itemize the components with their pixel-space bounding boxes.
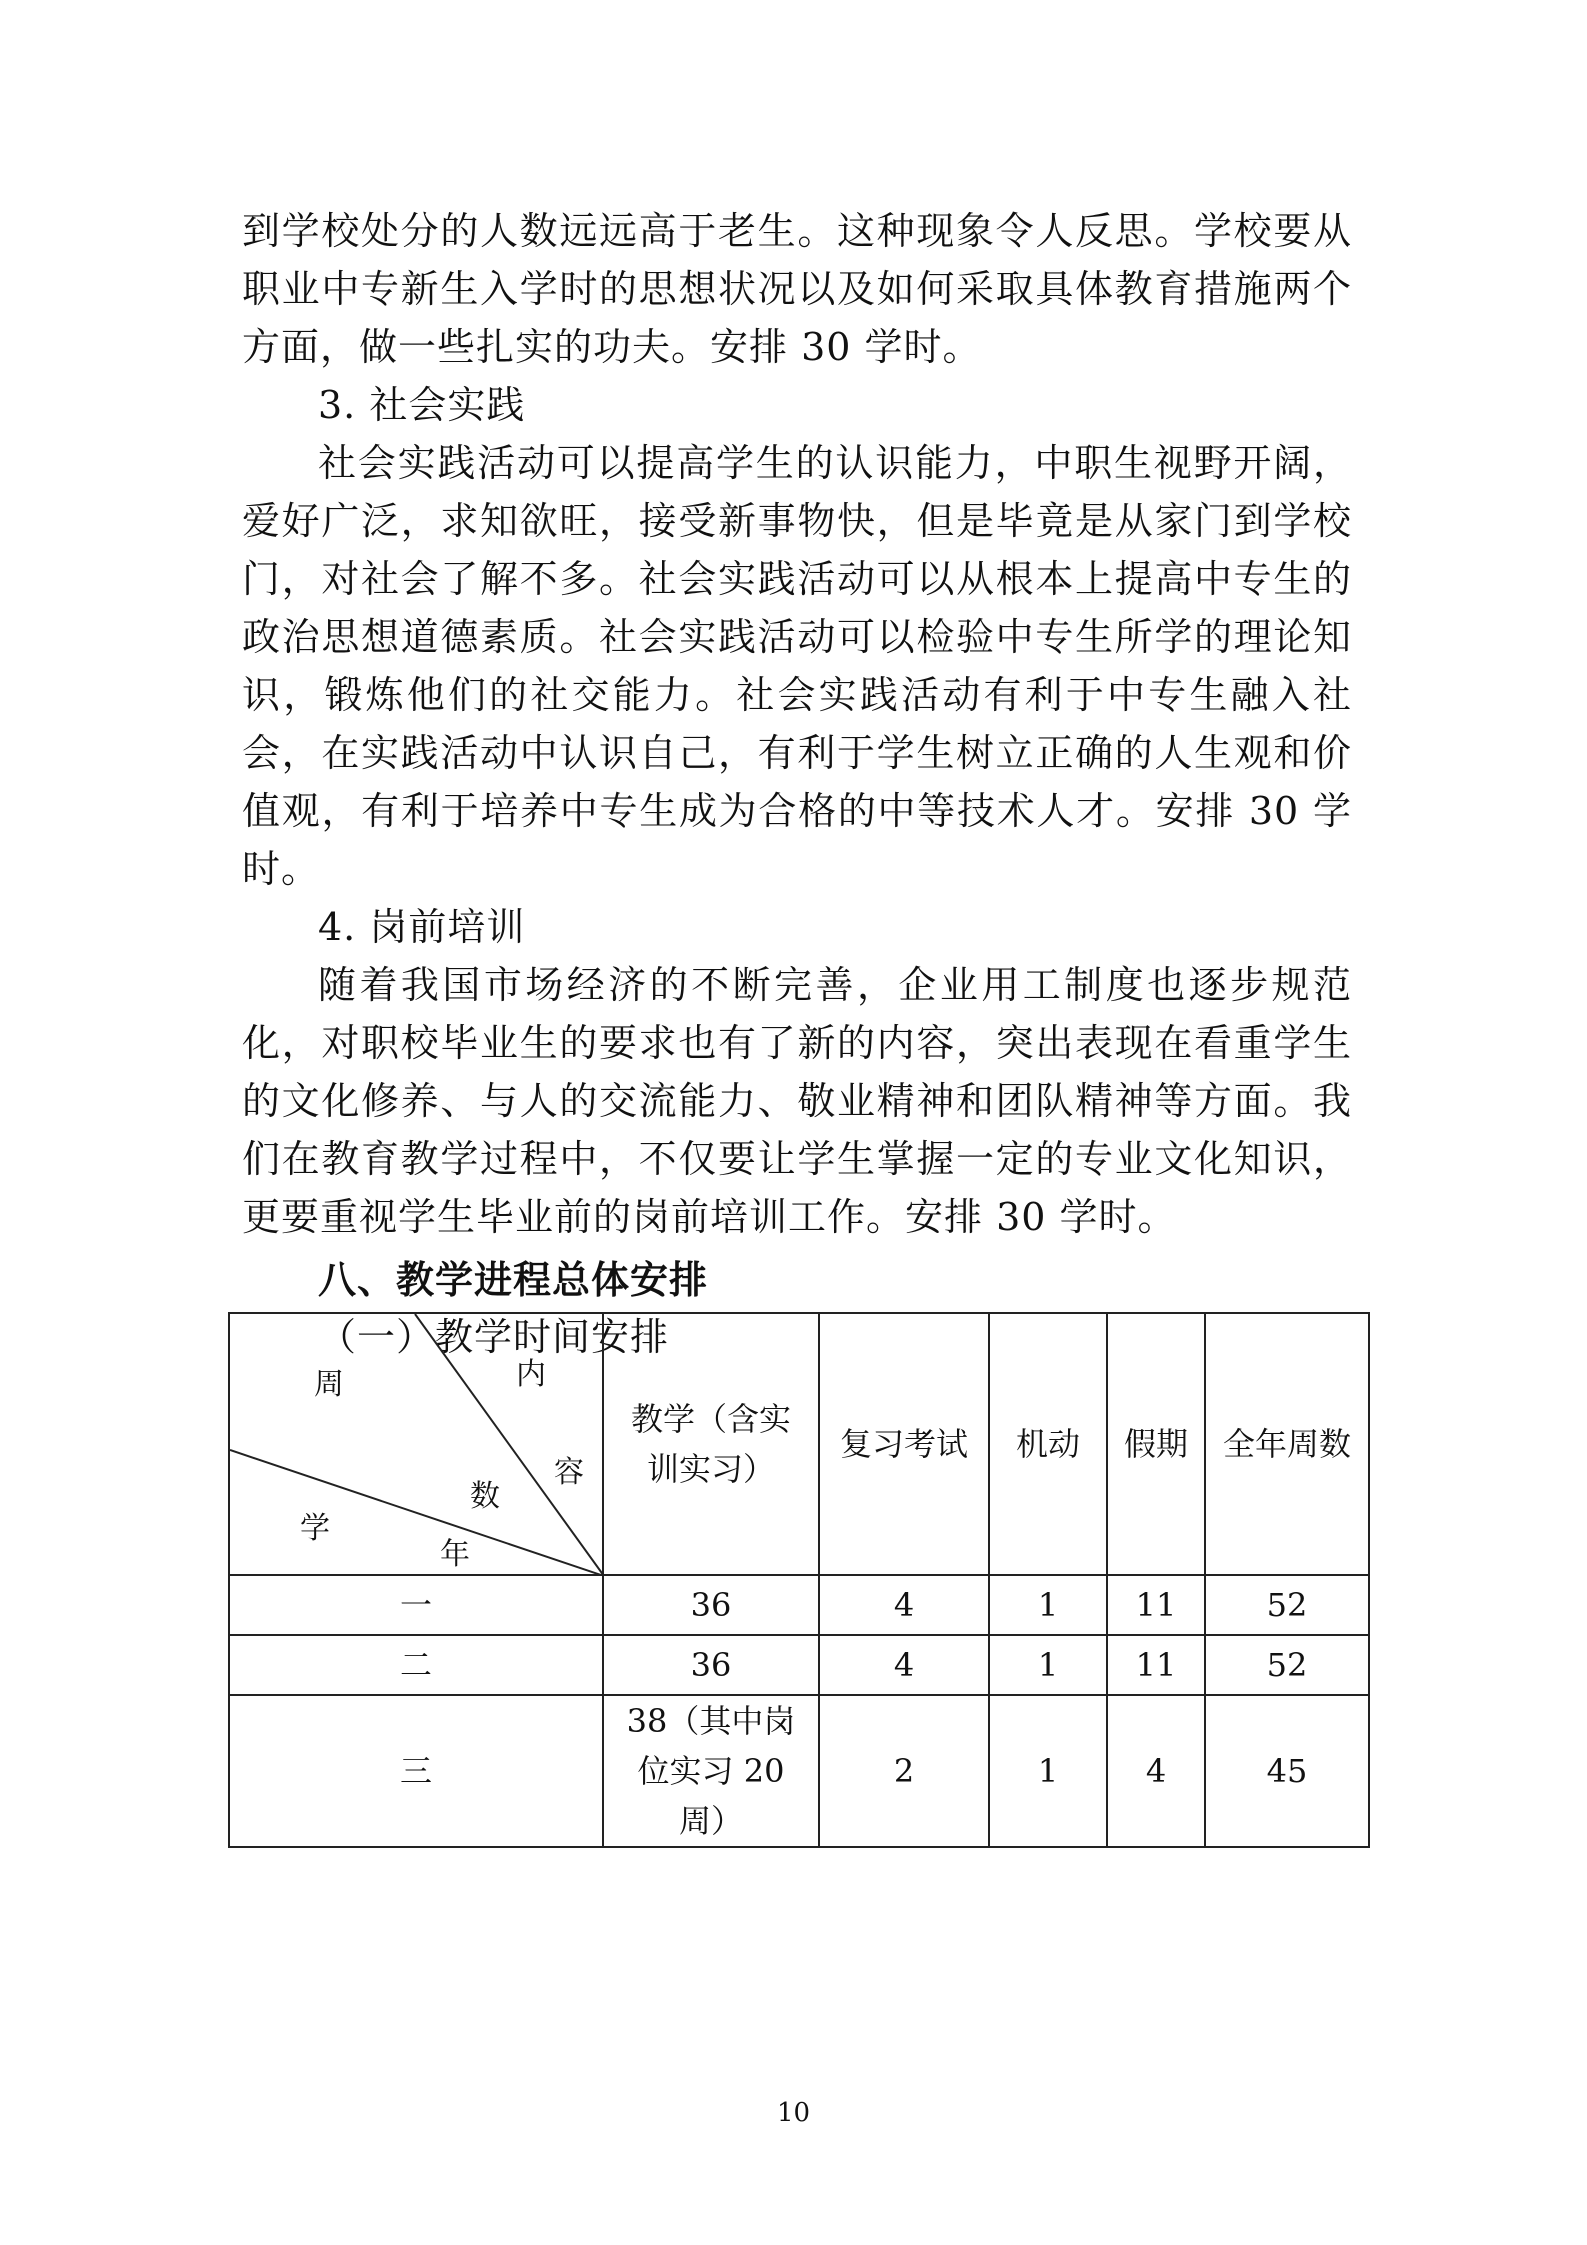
diagonal-lines: [230, 1314, 604, 1576]
cell-flex: 1: [989, 1635, 1107, 1695]
teaching-time-table: [228, 1312, 1370, 1848]
cell-total: 45: [1205, 1695, 1369, 1847]
cell-holiday: 11: [1107, 1575, 1205, 1635]
diag-label-xue: 学: [300, 1511, 330, 1546]
diag-label-zhou: 周: [314, 1367, 344, 1402]
heading-teaching-time: （一）教学时间安排: [318, 1315, 670, 1359]
cell-total: 52: [1205, 1635, 1369, 1695]
diag-label-nian: 年: [440, 1537, 470, 1572]
cell-teaching: 36: [603, 1635, 819, 1695]
paragraph-pre-job-training: 随着我国市场经济的不断完善，企业用工制度也逐步规范化，对职校毕业生的要求也有了新的内容，突出表现在看重学生的文化修养、与人的交流能力、敬业精神和团队精神等方面。我们在教育教学过程中，不仅要让学生掌握一定的专业文化知识，更要重视学生毕业前的岗前培训工作。安排 30 学时。: [242, 963, 1352, 1239]
cell-exam: 4: [819, 1635, 989, 1695]
diag-label-rong: 容: [554, 1455, 584, 1490]
diag-label-nei: 内: [516, 1357, 546, 1392]
diag-label-shu: 数: [470, 1479, 500, 1514]
cell-year: 一: [229, 1575, 603, 1635]
cell-flex: 1: [989, 1695, 1107, 1847]
page-number: 10: [776, 2098, 811, 2128]
cell-teaching: 36: [603, 1575, 819, 1635]
cell-holiday: 11: [1107, 1635, 1205, 1695]
cell-holiday: 4: [1107, 1695, 1205, 1847]
header-flex: 机动: [989, 1313, 1107, 1575]
table-header-row: [229, 1313, 1369, 1575]
section-4-title: 4. 岗前培训: [318, 905, 526, 949]
cell-exam: 2: [819, 1695, 989, 1847]
header-exam: 复习考试: [819, 1313, 989, 1575]
cell-year: 二: [229, 1635, 603, 1695]
header-holiday: 假期: [1107, 1313, 1205, 1575]
heading-teaching-progress: 八、教学进程总体安排: [318, 1258, 709, 1302]
cell-exam: 4: [819, 1575, 989, 1635]
table-row: [229, 1635, 1369, 1695]
cell-teaching: 38（其中岗位实习 20 周）: [603, 1695, 819, 1847]
header-teaching: 教学（含实训实习）: [603, 1313, 819, 1575]
table-row: [229, 1575, 1369, 1635]
cell-flex: 1: [989, 1575, 1107, 1635]
diagonal-header-cell: [229, 1313, 603, 1575]
body-text: [242, 202, 1352, 1364]
paragraph-continued: 到学校处分的人数远远高于老生。这种现象令人反思。学校要从职业中专新生入学时的思想状况以及如何采取具体教育措施两个方面，做一些扎实的功夫。安排 30 学时。: [242, 209, 1352, 369]
cell-total: 52: [1205, 1575, 1369, 1635]
header-total-weeks: 全年周数: [1205, 1313, 1369, 1575]
section-3-title: 3. 社会实践: [318, 383, 526, 427]
cell-year: 三: [229, 1695, 603, 1847]
table-row: [229, 1695, 1369, 1847]
paragraph-social-practice: 社会实践活动可以提高学生的认识能力，中职生视野开阔，爱好广泛，求知欲旺，接受新事物快，但是毕竟是从家门到学校门，对社会了解不多。社会实践活动可以从根本上提高中专生的政治思想道德素质。社会实践活动可以检验中专生所学的理论知识，锻炼他们的社交能力。社会实践活动有利于中专生融入社会，在实践活动中认识自己，有利于学生树立正确的人生观和价值观，有利于培养中专生成为合格的中等技术人才。安排 30 学时。: [242, 441, 1352, 891]
